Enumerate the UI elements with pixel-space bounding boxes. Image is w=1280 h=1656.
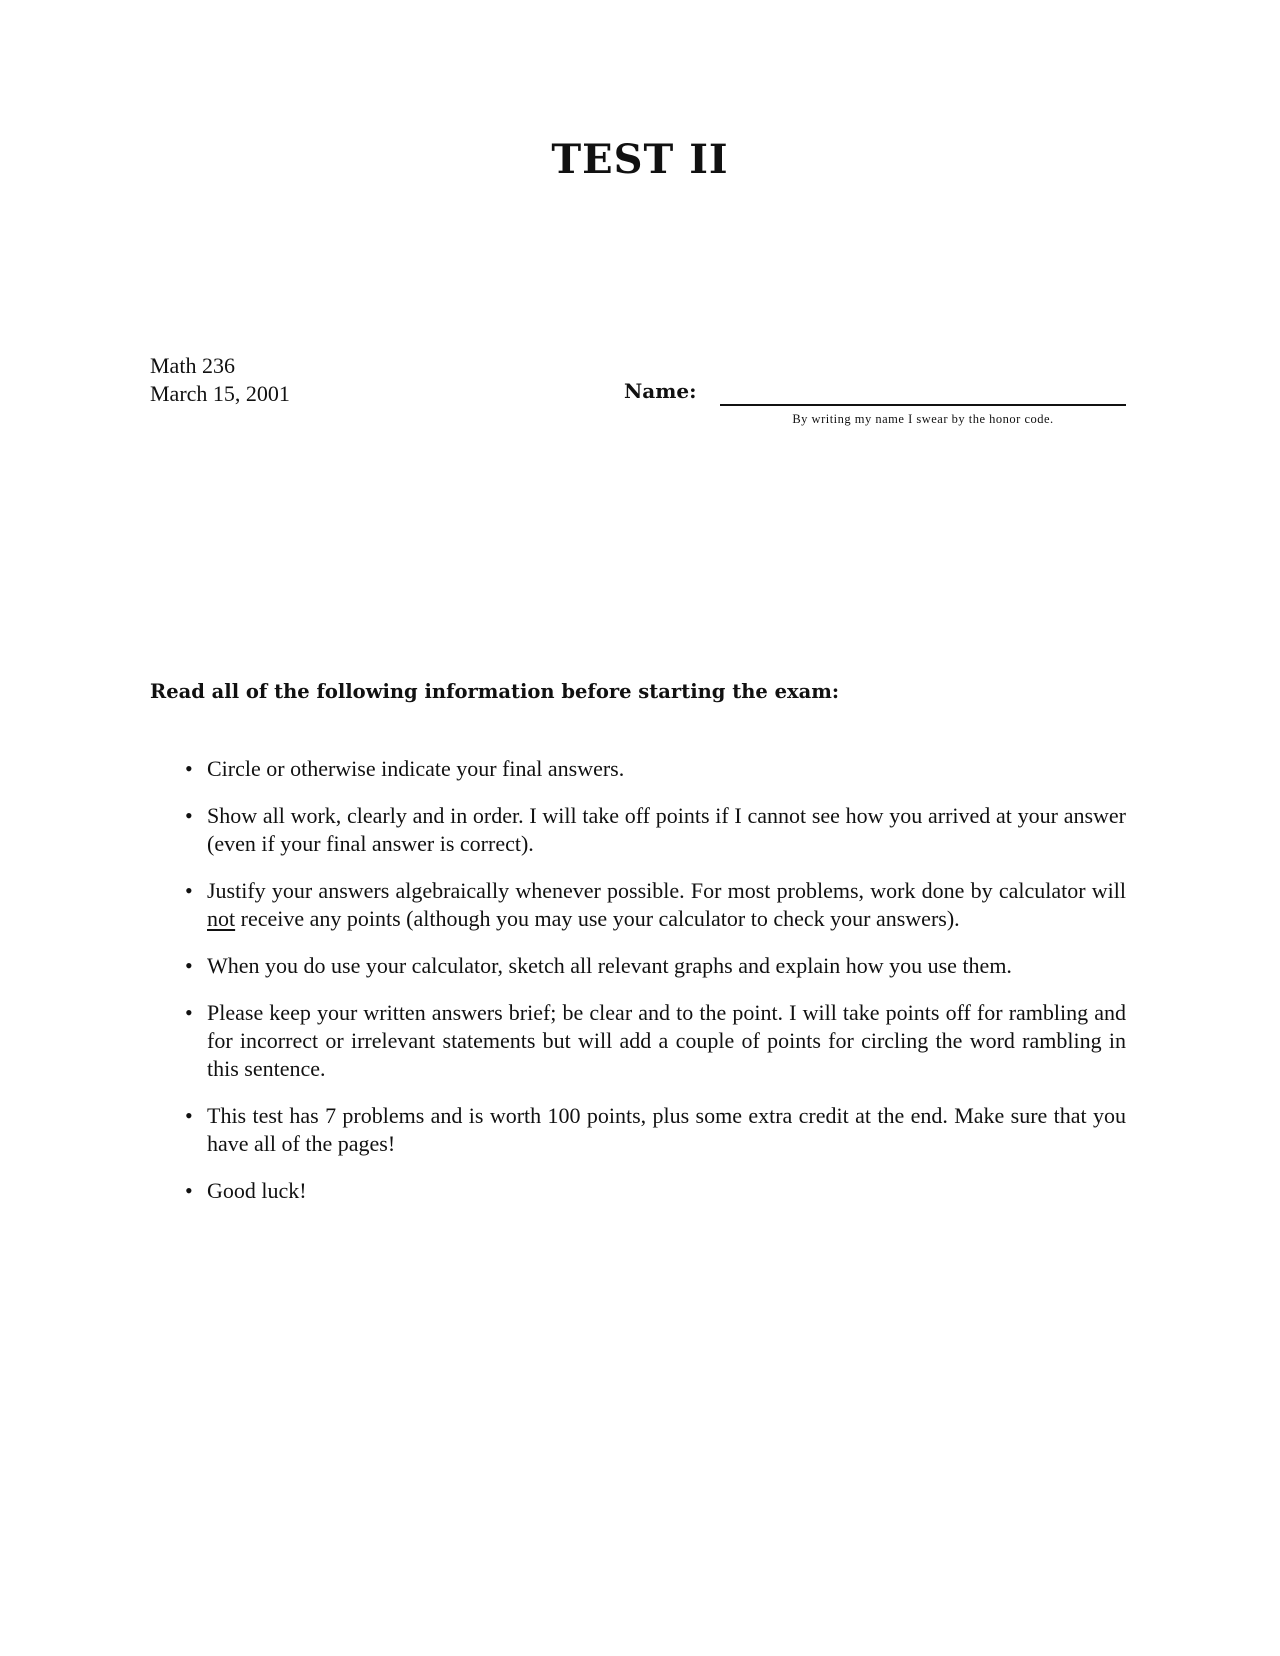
bullet-icon: • xyxy=(185,1000,193,1025)
bullet-icon: • xyxy=(185,756,193,781)
bullet-icon: • xyxy=(185,803,193,828)
instructions-list xyxy=(150,755,1126,1224)
instruction-item xyxy=(150,1102,1126,1158)
instruction-text: Good luck! xyxy=(207,1178,307,1203)
instruction-item xyxy=(150,755,1126,783)
instruction-text-before: Justify your answers algebraically whenever possible. For most problems, work done by calculator will xyxy=(207,878,1126,903)
instruction-text-after: receive any points (although you may use your calculator to check your answers). xyxy=(235,906,960,931)
instruction-item xyxy=(150,952,1126,980)
instruction-text: Circle or otherwise indicate your final answers. xyxy=(207,756,625,781)
exam-date: March 15, 2001 xyxy=(150,381,290,406)
instruction-item xyxy=(150,999,1126,1083)
instruction-item xyxy=(150,877,1126,933)
course-name: Math 236 xyxy=(150,353,235,378)
instructions-heading: Read all of the following information before starting the exam: xyxy=(150,680,840,703)
instruction-text: This test has 7 problems and is worth 100 points, plus some extra credit at the end. Make sure that you have all of the pages! xyxy=(207,1103,1126,1156)
bullet-icon: • xyxy=(185,1178,193,1203)
instruction-text: Please keep your written answers brief; be clear and to the point. I will take points off for rambling and for incorrect or irrelevant statements but will add a couple of points for circling the word rambling in this sentence. xyxy=(207,1000,1126,1081)
instruction-text xyxy=(207,878,1126,931)
course-info xyxy=(150,352,290,408)
name-signature-line[interactable] xyxy=(720,404,1126,406)
honor-code-note: By writing my name I swear by the honor code. xyxy=(792,412,1054,426)
bullet-icon: • xyxy=(185,1103,193,1128)
instruction-text: When you do use your calculator, sketch all relevant graphs and explain how you use them. xyxy=(207,953,1012,978)
name-label: Name: xyxy=(624,379,697,403)
page-title: TEST II xyxy=(551,136,729,183)
emphasized-word: not xyxy=(207,906,236,931)
bullet-icon: • xyxy=(185,878,193,903)
instruction-text: Show all work, clearly and in order. I will take off points if I cannot see how you arrived at your answer (even if your final answer is correct). xyxy=(207,803,1126,856)
instruction-item xyxy=(150,802,1126,858)
instruction-item xyxy=(150,1177,1126,1205)
bullet-icon: • xyxy=(185,953,193,978)
